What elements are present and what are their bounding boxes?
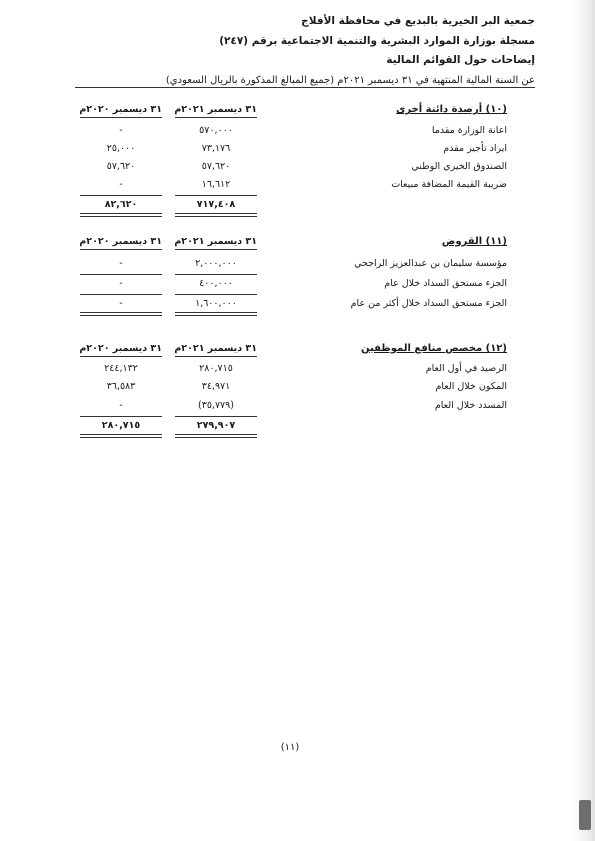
page-edge-shadow [573, 0, 595, 841]
header-rule [75, 87, 535, 88]
value-2020: - [119, 258, 123, 269]
row-rule [175, 274, 257, 275]
total-double-rule [175, 434, 257, 438]
subtotal-rule [80, 195, 162, 196]
subtotal-rule [175, 416, 257, 417]
registration-line: مسجلة بوزارة الموارد البشرية والتنمية الاجتماعية برقم (٢٤٧) [219, 34, 535, 47]
column-header-2020: ٣١ ديسمبر ٢٠٢٠م [80, 104, 162, 118]
section-title: (١٢) مخصص منافع الموظفين [361, 343, 507, 354]
value-2020: ٥٧,٦٢٠ [106, 161, 136, 172]
value-2021: ٥٧٠,٠٠٠ [199, 125, 233, 136]
row-label: الجزء مستحق السداد خلال أكثر من عام [350, 298, 507, 309]
note-10-other-credit-balances [0, 104, 595, 224]
value-2021: ٣٤,٩٧١ [201, 381, 231, 392]
total-2021: ٢٧٩,٩٠٧ [196, 420, 236, 431]
value-2021: ٢٨٠,٧١٥ [199, 363, 233, 374]
row-label: الجزء مستحق السداد خلال عام [384, 278, 507, 289]
row-rule [80, 274, 162, 275]
row-label: ضريبة القيمة المضافة مبيعات [391, 179, 507, 190]
column-header-2021: ٣١ ديسمبر ٢٠٢١م [175, 104, 257, 118]
value-2021: (٣٥,٧٧٩) [198, 400, 234, 411]
row-label: اعانة الوزارة مقدما [431, 125, 507, 136]
value-2020: - [119, 278, 123, 289]
value-2020: - [119, 400, 123, 411]
column-header-2020: ٣١ ديسمبر ٢٠٢٠م [80, 343, 162, 357]
value-2020: - [119, 179, 123, 190]
total-2021: ٧١٧,٤٠٨ [196, 199, 236, 210]
row-rule [175, 294, 257, 295]
column-header-2020: ٣١ ديسمبر ٢٠٢٠م [80, 236, 162, 250]
row-label: المسدد خلال العام [434, 400, 507, 411]
subtotal-rule [175, 195, 257, 196]
total-double-rule [80, 213, 162, 217]
binder-tab [579, 800, 591, 830]
row-label: الصندوق الخيري الوطني [411, 161, 507, 172]
document-header [35, 12, 535, 90]
value-2020: - [119, 125, 123, 136]
column-header-2021: ٣١ ديسمبر ٢٠٢١م [175, 343, 257, 357]
value-2021: ١,٦٠٠,٠٠٠ [195, 298, 237, 309]
org-name: جمعية البر الخيرية بالبديع في محافظة الأفلاج [301, 15, 535, 27]
value-2020: ٣٦,٥٨٣ [106, 381, 136, 392]
value-2021: ٥٧,٦٢٠ [201, 161, 231, 172]
note-11-loans [0, 236, 595, 356]
total-2020: ٢٨٠,٧١٥ [101, 420, 141, 431]
value-2020: ٢٥,٠٠٠ [106, 143, 136, 154]
value-2020: - [119, 298, 123, 309]
value-2021: ١٦,٦١٢ [201, 179, 231, 190]
value-2021: ٤٠٠,٠٠٠ [199, 278, 233, 289]
total-2020: ٨٢,٦٢٠ [104, 199, 138, 210]
row-label: مؤسسة سليمان بن عبدالعزيز الراجحي [354, 258, 507, 269]
column-header-2021: ٣١ ديسمبر ٢٠٢١م [175, 236, 257, 250]
value-2020: ٢٤٤,١٣٢ [104, 363, 138, 374]
total-double-rule [80, 312, 162, 316]
note-12-employee-benefits-provision [0, 343, 595, 463]
value-2021: ٧٣,١٧٦ [201, 143, 231, 154]
row-label: المكون خلال العام [435, 381, 507, 392]
notes-title: إيضاحات حول القوائم المالية [386, 54, 535, 66]
value-2021: ٢,٠٠٠,٠٠٠ [195, 258, 237, 269]
row-label: الرصيد في أول العام [425, 363, 507, 374]
total-double-rule [175, 312, 257, 316]
page-number: (١١) [280, 742, 300, 753]
total-double-rule [80, 434, 162, 438]
period-line: عن السنة المالية المنتهية في ٣١ ديسمبر ٢٠٢١م (جميع المبالغ المذكورة بالريال السعودي) [165, 74, 535, 86]
section-title: (١١) القروض [441, 236, 507, 247]
subtotal-rule [80, 416, 162, 417]
row-label: ايراد تأجير مقدم [443, 143, 507, 154]
section-title: (١٠) أرصدة دائنة أخرى [396, 104, 507, 115]
row-rule [80, 294, 162, 295]
total-double-rule [175, 213, 257, 217]
